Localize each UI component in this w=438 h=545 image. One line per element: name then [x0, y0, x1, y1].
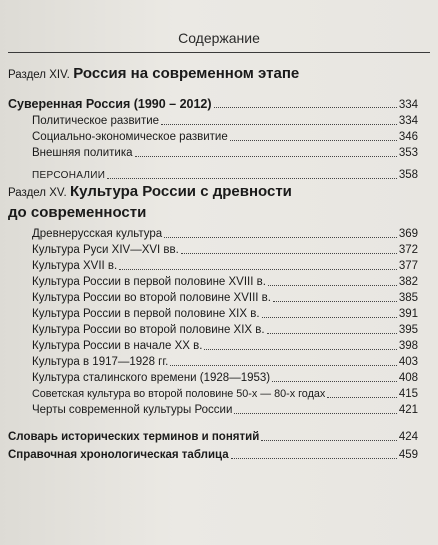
- header-divider: [8, 52, 430, 53]
- toc-entry-old-russian[interactable]: Древнерусская культура 369: [32, 228, 418, 240]
- section-14: [8, 64, 418, 85]
- toc-entry-19-first[interactable]: Культура России в первой половине XIX в. 391: [32, 308, 418, 320]
- toc-entry-sovereign-russia[interactable]: Суверенная Россия (1990 – 2012) 334: [8, 97, 418, 111]
- page-header: Содержание: [178, 30, 260, 46]
- section-15-label: Раздел XV.: [8, 187, 67, 199]
- section-15-toc: [8, 226, 418, 418]
- section-15-title-line2: до современности: [8, 204, 147, 221]
- section-14-label: Раздел XIV.: [8, 69, 70, 81]
- toc-entry-19-second[interactable]: Культура России во второй половине XIX в. 395: [32, 324, 418, 336]
- section-14-toc: [8, 96, 418, 184]
- toc-entry-foreign-policy[interactable]: Внешняя политика 353: [32, 147, 418, 159]
- toc-entry-17[interactable]: Культура XVII в. 377: [32, 260, 418, 272]
- toc-entry-personalities[interactable]: ПЕРСОНАЛИИ 358: [32, 169, 418, 181]
- section-15-heading: [8, 182, 418, 203]
- section-14-heading: [8, 64, 418, 85]
- toc-entry-20-start[interactable]: Культура России в начале XX в. 398: [32, 340, 418, 352]
- toc-entry-18-second[interactable]: Культура России во второй половине XVIII в. 385: [32, 292, 418, 304]
- toc-entry-1917-1928[interactable]: Культура в 1917—1928 гг. 403: [32, 356, 418, 368]
- toc-entry-14-16[interactable]: Культура Руси XIV—XVI вв. 372: [32, 244, 418, 256]
- toc-entry-political[interactable]: Политическое развитие 334: [32, 115, 418, 127]
- toc-entry-glossary[interactable]: Словарь исторических терминов и понятий 424: [8, 431, 418, 443]
- section-15-title-line1: Культура России с древности: [70, 183, 292, 200]
- toc-entry-chronology[interactable]: Справочная хронологическая таблица 459: [8, 449, 418, 461]
- toc-entry-socioeconomic[interactable]: Социально-экономическое развитие 346: [32, 131, 418, 143]
- section-14-title: Россия на современном этапе: [73, 65, 300, 82]
- appendix-toc: [8, 428, 418, 464]
- toc-entry-modern[interactable]: Черты современной культуры России 421: [32, 404, 418, 416]
- toc-entry-stalin[interactable]: Культура сталинского времени (1928—1953) 408: [32, 372, 418, 384]
- toc-entry-soviet[interactable]: Советская культура во второй половине 50-х — 80-х годах 415: [32, 388, 418, 400]
- toc-entry-18-first[interactable]: Культура России в первой половине XVIII в. 382: [32, 276, 418, 288]
- section-15: [8, 182, 418, 223]
